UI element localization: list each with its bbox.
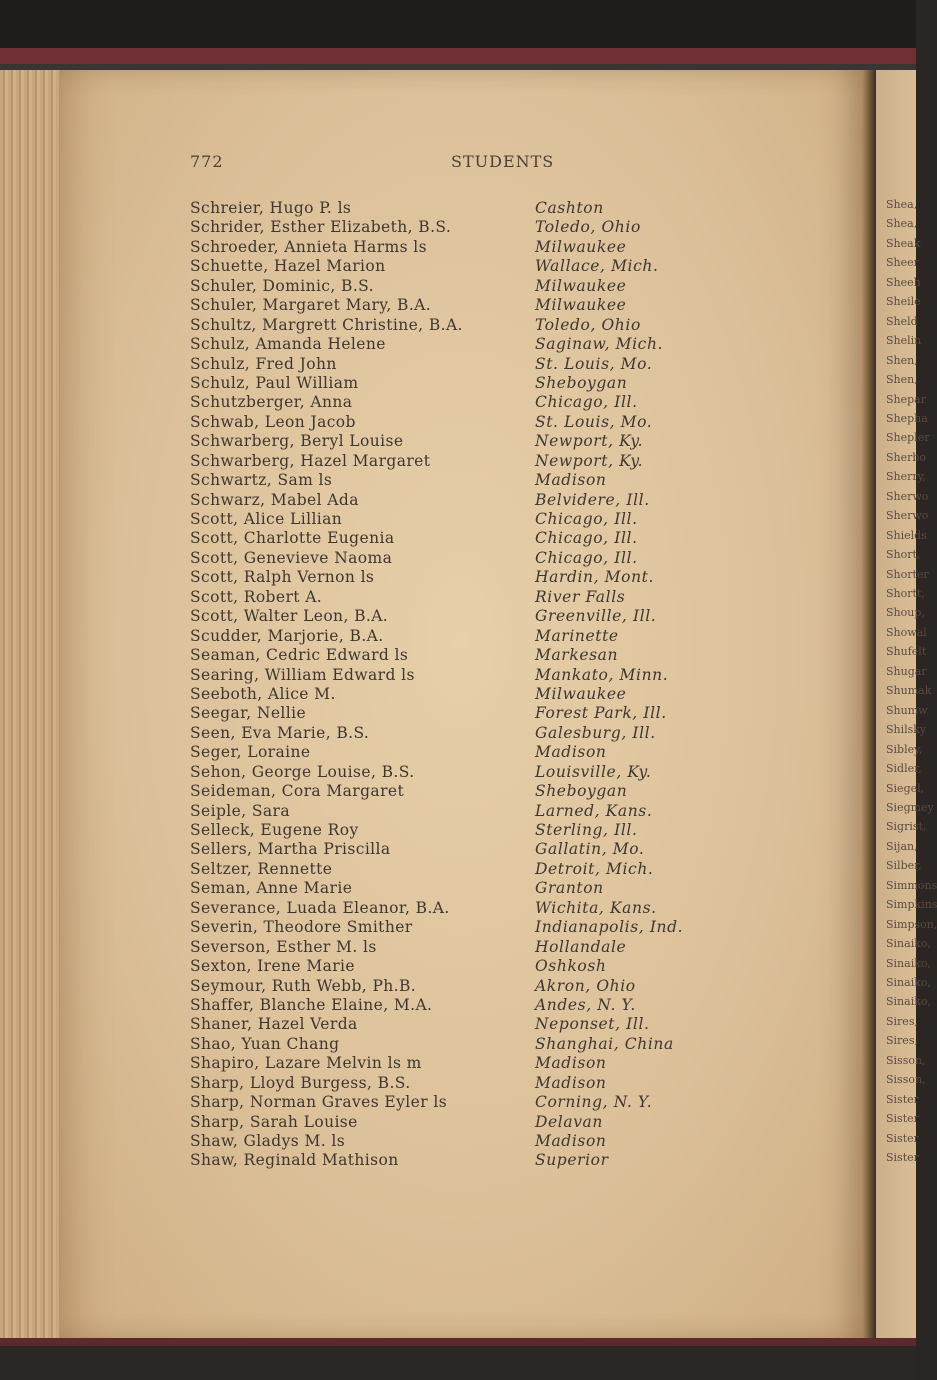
student-hometown: Markesan xyxy=(535,646,619,665)
student-entry xyxy=(190,199,750,218)
student-entry xyxy=(190,1074,750,1093)
student-hometown: Hollandale xyxy=(535,937,627,956)
student-name: Selleck, Eugene Roy xyxy=(190,821,359,839)
student-name: Schwarberg, Beryl Louise xyxy=(190,432,404,451)
student-name: Sehon, George Louise, B.S. xyxy=(190,762,415,781)
student-hometown: Hardin, Mont. xyxy=(535,568,655,587)
student-name: Searing, William Edward ls xyxy=(190,665,415,684)
student-hometown: Louisville, Ky. xyxy=(535,762,652,781)
student-hometown: Chicago, Ill. xyxy=(535,510,638,528)
student-name: Shaner, Hazel Verda xyxy=(190,1015,358,1034)
book-cover-top xyxy=(0,0,916,70)
student-entry xyxy=(190,529,750,548)
student-entry xyxy=(190,607,750,626)
student-name: Seideman, Cora Margaret xyxy=(190,782,405,801)
student-entry xyxy=(190,413,750,432)
student-name: Seman, Anne Marie xyxy=(190,879,353,898)
adjacent-page-text: Sires, xyxy=(886,1014,918,1028)
student-hometown: Greenville, Ill. xyxy=(535,607,657,626)
student-hometown: Sterling, Ill. xyxy=(535,821,638,839)
adjacent-page-text: Sister xyxy=(886,1151,919,1165)
student-name: Schuler, Margaret Mary, B.A. xyxy=(190,296,432,315)
student-entry xyxy=(190,938,750,957)
student-name: Schwarberg, Hazel Margaret xyxy=(190,451,431,470)
adjacent-page-text: Shortt, xyxy=(886,587,925,600)
book-gutter xyxy=(862,70,876,1338)
adjacent-page-text: Simpkins xyxy=(886,898,937,912)
student-name: Sharp, Lloyd Burgess, B.S. xyxy=(190,1073,411,1092)
student-name: Seeboth, Alice M. xyxy=(190,684,336,703)
adjacent-page-text: Sheld xyxy=(886,314,918,328)
adjacent-page-text: Shepler xyxy=(886,431,930,445)
student-entry xyxy=(190,296,750,315)
page-number: 772 xyxy=(190,152,224,171)
student-entry xyxy=(190,821,750,840)
student-entry xyxy=(190,685,750,704)
adjacent-page-text: Sister xyxy=(886,1131,919,1145)
student-name: Severance, Luada Eleanor, B.A. xyxy=(190,898,450,917)
student-entry xyxy=(190,704,750,723)
student-hometown: Marinette xyxy=(535,626,619,645)
student-entry xyxy=(190,432,750,451)
student-entry xyxy=(190,510,750,529)
student-name: Schwarz, Mabel Ada xyxy=(190,490,359,509)
student-name: Scott, Robert A. xyxy=(190,587,323,606)
student-hometown: Saginaw, Mich. xyxy=(535,335,664,354)
student-name: Sharp, Sarah Louise xyxy=(190,1112,358,1131)
adjacent-page-text: Shelin xyxy=(886,334,922,348)
adjacent-page-text: Sinaiko, xyxy=(886,976,931,989)
student-name: Seegar, Nellie xyxy=(190,704,307,723)
adjacent-page-text: Shumak xyxy=(886,684,932,698)
student-name: Scott, Walter Leon, B.A. xyxy=(190,607,389,626)
adjacent-page-text: Shumw xyxy=(886,703,928,717)
student-name: Severson, Esther M. ls xyxy=(190,937,377,956)
student-name: Shaffer, Blanche Elaine, M.A. xyxy=(190,995,433,1014)
student-name: Schulz, Paul William xyxy=(190,373,359,392)
student-name: Schuler, Dominic, B.S. xyxy=(190,276,374,295)
adjacent-page-text: Sibley, xyxy=(886,742,923,756)
adjacent-page-text: Simpson, xyxy=(886,917,937,931)
student-hometown: Belvidere, Ill. xyxy=(535,490,650,509)
student-entry xyxy=(190,646,750,665)
adjacent-page-text: Sigrist, xyxy=(886,820,927,834)
student-hometown: Milwaukee xyxy=(535,276,627,295)
student-entry xyxy=(190,491,750,510)
student-entry xyxy=(190,1015,750,1034)
student-entry xyxy=(190,238,750,257)
adjacent-page-text: Sheeh xyxy=(886,275,921,289)
student-name: Seen, Eva Marie, B.S. xyxy=(190,723,370,742)
adjacent-page-text: Short, xyxy=(886,548,921,562)
student-hometown: Chicago, Ill. xyxy=(535,529,638,548)
student-entry xyxy=(190,568,750,587)
student-hometown: Toledo, Ohio xyxy=(535,315,641,334)
student-name: Schuette, Hazel Marion xyxy=(190,257,386,276)
student-hometown: Madison xyxy=(535,743,607,762)
student-hometown: St. Louis, Mo. xyxy=(535,354,653,373)
adjacent-page-text: Shea, xyxy=(886,217,918,231)
student-name: Seymour, Ruth Webb, Ph.B. xyxy=(190,976,417,995)
student-entry xyxy=(190,918,750,937)
book-cover-bottom xyxy=(0,1338,916,1380)
student-entry xyxy=(190,996,750,1015)
adjacent-page-text: Sires, xyxy=(886,1034,918,1048)
student-name: Seiple, Sara xyxy=(190,801,290,820)
adjacent-page-text: Sheile xyxy=(886,295,921,309)
student-hometown: Oshkosh xyxy=(535,957,607,976)
student-hometown: Madison xyxy=(535,1073,607,1092)
student-hometown: Akron, Ohio xyxy=(535,976,636,995)
student-name: Schutzberger, Anna xyxy=(190,393,353,412)
student-name: Sharp, Norman Graves Eyler ls xyxy=(190,1093,448,1112)
adjacent-page-text: Sheer xyxy=(886,256,919,270)
student-entry xyxy=(190,802,750,821)
student-hometown: Forest Park, Ill. xyxy=(535,704,667,723)
student-entry xyxy=(190,218,750,237)
student-hometown: Madison xyxy=(535,1132,607,1150)
student-name: Schwartz, Sam ls xyxy=(190,471,333,490)
student-name: Shaw, Reginald Mathison xyxy=(190,1151,399,1170)
adjacent-page-text: Siegmey xyxy=(886,800,934,814)
adjacent-page-text: Sherbo xyxy=(886,450,927,464)
adjacent-page-text: Siegel, xyxy=(886,781,925,795)
student-hometown: Superior xyxy=(535,1151,609,1170)
student-entry xyxy=(190,840,750,859)
student-hometown: Wallace, Mich. xyxy=(535,257,659,276)
student-hometown: Sheboygan xyxy=(535,782,628,801)
adjacent-page-text: Sister xyxy=(886,1112,919,1126)
student-entry xyxy=(190,452,750,471)
student-entry xyxy=(190,743,750,762)
student-hometown: Larned, Kans. xyxy=(535,801,653,820)
student-hometown: Toledo, Ohio xyxy=(535,218,641,237)
student-entry xyxy=(190,977,750,996)
page-header xyxy=(190,152,710,176)
student-entry xyxy=(190,471,750,490)
student-name: Seaman, Cedric Edward ls xyxy=(190,646,409,665)
student-name: Shaw, Gladys M. ls xyxy=(190,1132,346,1150)
adjacent-page-text: Sisson, xyxy=(886,1073,926,1087)
adjacent-page-text: Shen, xyxy=(886,373,918,387)
student-entry xyxy=(190,393,750,412)
adjacent-page-text: Sijan, xyxy=(886,839,918,853)
student-name: Schulz, Fred John xyxy=(190,354,337,373)
student-entry xyxy=(190,549,750,568)
student-hometown: Cashton xyxy=(535,199,604,217)
student-entry xyxy=(190,277,750,296)
student-hometown: Newport, Ky. xyxy=(535,432,644,451)
student-hometown: Gallatin, Mo. xyxy=(535,840,645,859)
student-hometown: Galesburg, Ill. xyxy=(535,723,656,742)
student-name: Schwab, Leon Jacob xyxy=(190,412,356,431)
adjacent-page-text: Sinaiko, xyxy=(886,995,931,1009)
student-entry xyxy=(190,1151,750,1170)
adjacent-page-text: Showal xyxy=(886,625,927,639)
adjacent-page-text: Shugar xyxy=(886,664,927,678)
student-hometown: Detroit, Mich. xyxy=(535,859,654,878)
student-hometown: Chicago, Ill. xyxy=(535,393,638,412)
student-entry xyxy=(190,335,750,354)
adjacent-page-text: Shields xyxy=(886,528,927,542)
student-name: Scott, Ralph Vernon ls xyxy=(190,568,375,587)
adjacent-page-text: Shoup, xyxy=(886,606,925,620)
student-hometown: Milwaukee xyxy=(535,237,627,256)
student-entry xyxy=(190,957,750,976)
student-name: Schreier, Hugo P. ls xyxy=(190,199,352,217)
student-name: Shapiro, Lazare Melvin ls m xyxy=(190,1054,422,1073)
adjacent-page-text: Shilsky xyxy=(886,723,927,737)
adjacent-page-text: Shorter xyxy=(886,567,929,581)
student-name: Schrider, Esther Elizabeth, B.S. xyxy=(190,218,452,237)
student-name: Seger, Loraine xyxy=(190,743,311,762)
student-entry xyxy=(190,666,750,685)
student-hometown: St. Louis, Mo. xyxy=(535,412,653,431)
student-name: Schulz, Amanda Helene xyxy=(190,335,386,354)
student-name: Sellers, Martha Priscilla xyxy=(190,840,391,859)
adjacent-page-text: Sherry, xyxy=(886,470,926,484)
student-name: Shao, Yuan Chang xyxy=(190,1034,340,1053)
student-entry xyxy=(190,257,750,276)
student-entry xyxy=(190,860,750,879)
adjacent-page-text: Shufelt xyxy=(886,645,927,659)
student-entry xyxy=(190,899,750,918)
student-name: Scott, Genevieve Naoma xyxy=(190,548,393,567)
adjacent-page-text: Shen, xyxy=(886,353,918,367)
student-entry xyxy=(190,355,750,374)
adjacent-page-text: Sherwo xyxy=(886,509,929,523)
student-entry xyxy=(190,763,750,782)
student-entry xyxy=(190,1113,750,1132)
student-entry xyxy=(190,782,750,801)
student-entry xyxy=(190,588,750,607)
student-entry xyxy=(190,1132,750,1151)
student-entry xyxy=(190,1035,750,1054)
student-name: Schroeder, Annieta Harms ls xyxy=(190,237,427,256)
student-entry xyxy=(190,374,750,393)
student-hometown: Madison xyxy=(535,471,607,490)
adjacent-page-text: Sisson, xyxy=(886,1053,926,1067)
student-name: Schultz, Margrett Christine, B.A. xyxy=(190,315,463,334)
student-list xyxy=(190,199,750,1171)
student-entry xyxy=(190,627,750,646)
student-name: Severin, Theodore Smither xyxy=(190,918,413,937)
student-hometown: River Falls xyxy=(535,587,626,606)
page-title: STUDENTS xyxy=(451,152,555,171)
adjacent-page-text: Sister xyxy=(886,1092,919,1106)
adjacent-page-text: Shea, xyxy=(886,198,918,211)
student-name: Scott, Alice Lillian xyxy=(190,510,343,528)
student-hometown: Indianapolis, Ind. xyxy=(535,918,684,937)
student-entry xyxy=(190,316,750,335)
student-name: Sexton, Irene Marie xyxy=(190,957,355,976)
student-hometown: Corning, N. Y. xyxy=(535,1093,653,1112)
student-hometown: Wichita, Kans. xyxy=(535,898,657,917)
student-name: Scudder, Marjorie, B.A. xyxy=(190,626,384,645)
adjacent-page-text: Simmons xyxy=(886,878,937,892)
student-name: Seltzer, Rennette xyxy=(190,859,333,878)
student-hometown: Shanghai, China xyxy=(535,1034,674,1053)
student-entry xyxy=(190,724,750,743)
adjacent-page-text: Shepar xyxy=(886,392,926,406)
adjacent-page-text: Sinaiko, xyxy=(886,956,931,970)
student-name: Scott, Charlotte Eugenia xyxy=(190,529,395,548)
adjacent-page-text: Sherwo xyxy=(886,489,929,503)
student-hometown: Andes, N. Y. xyxy=(535,995,636,1014)
student-hometown: Mankato, Minn. xyxy=(535,665,669,684)
student-hometown: Delavan xyxy=(535,1112,603,1131)
student-entry xyxy=(190,1093,750,1112)
student-hometown: Newport, Ky. xyxy=(535,451,644,470)
student-entry xyxy=(190,879,750,898)
student-hometown: Neponset, Ill. xyxy=(535,1015,650,1034)
student-hometown: Milwaukee xyxy=(535,684,627,703)
adjacent-page-edge xyxy=(876,70,937,1338)
adjacent-page-text: Sidler, xyxy=(886,762,922,776)
adjacent-page-text: Silber, xyxy=(886,859,922,873)
student-hometown: Sheboygan xyxy=(535,373,628,392)
student-hometown: Madison xyxy=(535,1054,607,1073)
student-hometown: Granton xyxy=(535,879,604,898)
student-hometown: Milwaukee xyxy=(535,296,627,315)
adjacent-page-text: Shepha xyxy=(886,411,928,425)
adjacent-page-text: Sheak xyxy=(886,236,921,250)
student-entry xyxy=(190,1054,750,1073)
adjacent-page-text: Sinaiko, xyxy=(886,937,931,951)
student-hometown: Chicago, Ill. xyxy=(535,548,638,567)
